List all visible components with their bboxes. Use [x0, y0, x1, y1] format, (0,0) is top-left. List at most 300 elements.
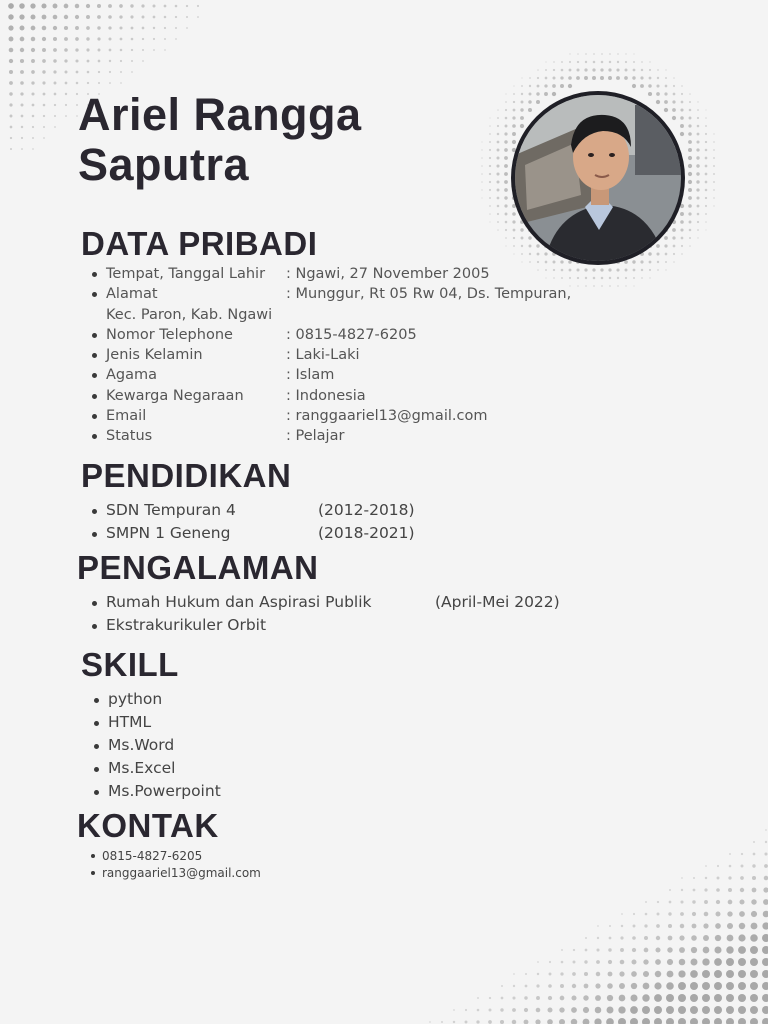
decorative-dot [19, 3, 25, 9]
decorative-dot [142, 27, 145, 30]
decorative-dot [666, 1006, 674, 1014]
decorative-dot [703, 935, 709, 941]
decorative-dot [750, 970, 758, 978]
decorative-dot [644, 948, 649, 953]
decorative-dot [164, 38, 166, 40]
decorative-dot [644, 936, 648, 940]
decorative-dot [86, 26, 90, 30]
decorative-dot [697, 213, 700, 216]
decorative-dot [119, 15, 122, 18]
decorative-dot [705, 165, 708, 168]
decorative-dot [697, 237, 698, 238]
decorative-dot [529, 253, 531, 255]
decorative-dot [42, 70, 45, 73]
decorative-dot [8, 3, 14, 9]
decorative-dot [727, 911, 732, 916]
decorative-dot [681, 85, 683, 87]
decorative-dot [642, 1018, 650, 1024]
decorative-dot [697, 221, 699, 223]
decorative-dot [20, 92, 23, 95]
decorative-dot [513, 101, 515, 103]
decorative-dot [727, 923, 733, 929]
decorative-dot [481, 189, 482, 190]
decorative-dot [32, 115, 35, 118]
decorative-dot [120, 71, 122, 73]
decorative-dot [681, 101, 684, 104]
decorative-dot [664, 92, 667, 95]
decorative-dot [97, 37, 100, 40]
field-value: : Islam [286, 367, 335, 384]
decorative-dot [616, 76, 620, 80]
decorative-dot [713, 189, 715, 191]
decorative-dot [108, 15, 112, 19]
decorative-dot [10, 148, 12, 150]
decorative-dot [520, 124, 524, 128]
decorative-dot [545, 261, 548, 264]
decorative-dot [559, 1007, 564, 1012]
decorative-dot [537, 69, 539, 71]
decorative-dot [738, 1006, 746, 1014]
decorative-dot [130, 4, 133, 7]
decorative-dot [584, 268, 587, 271]
decorative-dot [641, 69, 643, 71]
decorative-dot [42, 59, 46, 63]
decorative-dot [713, 149, 715, 151]
decorative-dot [87, 71, 90, 74]
experience-list [106, 591, 560, 637]
decorative-dot [164, 5, 167, 8]
school-name: SDN Tempuran 4 [106, 501, 236, 519]
decorative-dot [119, 26, 122, 29]
school-period: (2018-2021) [318, 524, 415, 542]
decorative-dot [54, 93, 57, 96]
decorative-dot [751, 911, 757, 917]
decorative-dot [512, 140, 516, 144]
decorative-dot [704, 912, 709, 917]
decorative-dot [716, 900, 720, 904]
decorative-dot [697, 109, 699, 111]
decorative-dot [496, 156, 499, 159]
decorative-dot [762, 1006, 768, 1014]
decorative-dot [98, 82, 100, 84]
experience-period: (April-Mei 2022) [435, 593, 560, 611]
decorative-dot [64, 15, 68, 19]
decorative-dot [441, 1021, 443, 1023]
decorative-dot [600, 268, 603, 271]
decorative-dot [544, 252, 547, 255]
decorative-dot [762, 946, 768, 954]
decorative-dot [696, 164, 699, 167]
decorative-dot [750, 982, 758, 990]
decorative-dot [585, 61, 587, 63]
decorative-dot [620, 936, 623, 939]
decorative-dot [762, 934, 768, 942]
decorative-dot [633, 913, 635, 915]
education-list [106, 499, 415, 545]
decorative-dot [497, 109, 499, 111]
decorative-dot [497, 229, 499, 231]
field-label: Status [106, 428, 153, 445]
decorative-dot [521, 101, 524, 104]
decorative-dot [689, 93, 691, 95]
decorative-dot [505, 237, 507, 239]
decorative-dot [97, 15, 101, 19]
decorative-dot [616, 268, 619, 271]
decorative-dot [119, 4, 123, 8]
decorative-dot [545, 69, 547, 71]
decorative-dot [680, 116, 684, 120]
decorative-dot [624, 76, 628, 80]
decorative-dot [41, 3, 46, 8]
decorative-dot [76, 71, 79, 74]
decorative-dot [751, 899, 756, 904]
decorative-dot [489, 197, 491, 199]
decorative-dot [713, 133, 714, 134]
decorative-dot [762, 922, 768, 929]
decorative-dot [765, 829, 767, 831]
decorative-dot [489, 141, 491, 143]
decorative-dot [512, 996, 515, 999]
decorative-dot [481, 173, 483, 175]
decorative-dot [668, 924, 672, 928]
decorative-dot [131, 60, 133, 62]
decorative-dot [552, 76, 555, 79]
decorative-dot [668, 936, 673, 941]
decorative-dot [489, 133, 491, 135]
decorative-dot [131, 49, 133, 51]
decorative-dot [741, 853, 743, 855]
decorative-dot [76, 82, 79, 85]
decorative-dot [97, 4, 101, 8]
decorative-dot [657, 901, 659, 903]
decorative-dot [678, 1006, 686, 1014]
decorative-dot [43, 104, 46, 107]
decorative-dot [505, 125, 508, 128]
decorative-dot [751, 923, 758, 930]
decorative-dot [641, 269, 643, 271]
decorative-dot [689, 109, 692, 112]
decorative-dot [9, 37, 14, 42]
decorative-dot [568, 76, 572, 80]
decorative-dot [713, 197, 715, 199]
decorative-dot [705, 205, 707, 207]
decorative-dot [476, 1020, 479, 1023]
decorative-dot [726, 970, 734, 978]
decorative-dot [655, 947, 660, 952]
decorative-dot [690, 1006, 698, 1014]
decorative-dot [504, 204, 507, 207]
decorative-dot [9, 92, 12, 95]
decorative-dot [630, 1018, 638, 1024]
decorative-dot [164, 49, 166, 51]
decorative-dot [500, 1008, 503, 1011]
decorative-dot [657, 261, 659, 263]
decorative-dot [696, 180, 699, 183]
decorative-dot [536, 1008, 541, 1013]
decorative-dot [705, 149, 708, 152]
decorative-dot [656, 924, 660, 928]
decorative-dot [86, 15, 90, 19]
decorative-dot [585, 937, 587, 939]
decorative-dot [617, 285, 619, 287]
list-item [106, 614, 372, 637]
decorative-dot [504, 196, 507, 199]
decorative-dot [561, 61, 563, 63]
decorative-dot [642, 994, 649, 1001]
decorative-dot [681, 877, 683, 879]
decorative-dot [705, 117, 707, 119]
decorative-dot [669, 901, 672, 904]
decorative-dot [595, 995, 601, 1001]
decorative-dot [696, 188, 699, 191]
decorative-dot [429, 1021, 431, 1023]
list-item: Ms.Excel [108, 757, 221, 780]
decorative-dot [667, 971, 674, 978]
decorative-dot [657, 69, 659, 71]
decorative-dot [21, 115, 24, 118]
decorative-dot [131, 27, 134, 30]
decorative-dot [621, 913, 623, 915]
name-line-1: Ariel Rangga [78, 89, 362, 140]
decorative-dot [625, 269, 628, 272]
decorative-dot [688, 196, 692, 200]
decorative-dot [142, 16, 145, 19]
decorative-dot [688, 172, 692, 176]
decorative-dot [679, 959, 686, 966]
decorative-dot [688, 180, 692, 184]
decorative-dot [763, 899, 768, 905]
decorative-dot [680, 212, 684, 216]
portrait-image [515, 95, 681, 261]
decorative-dot [680, 228, 683, 231]
decorative-dot [75, 37, 79, 41]
decorative-dot [512, 212, 516, 216]
decorative-dot [680, 108, 683, 111]
decorative-dot [54, 104, 56, 106]
decorative-dot [681, 889, 683, 891]
decorative-dot [738, 958, 746, 966]
decorative-dot [688, 188, 692, 192]
decorative-dot [693, 877, 695, 879]
decorative-dot [20, 81, 24, 85]
decorative-dot [630, 1006, 638, 1014]
decorative-dot [705, 197, 707, 199]
decorative-dot [497, 141, 500, 144]
decorative-dot [512, 1020, 516, 1024]
decorative-dot [529, 77, 531, 79]
decorative-dot [764, 852, 767, 855]
decorative-dot [75, 4, 79, 8]
decorative-dot [489, 149, 491, 151]
decorative-dot [666, 1018, 674, 1024]
decorative-dot [644, 924, 647, 927]
decorative-dot [693, 889, 696, 892]
decorative-dot [20, 26, 25, 31]
decorative-dot [595, 1007, 602, 1014]
section-heading-data-pribadi: DATA PRIBADI [81, 225, 318, 262]
decorative-dot [750, 934, 758, 942]
decorative-dot [513, 93, 515, 95]
decorative-dot [109, 38, 112, 41]
decorative-dot [497, 117, 499, 119]
decorative-dot [488, 1020, 492, 1024]
decorative-dot [716, 912, 721, 917]
decorative-dot [690, 994, 698, 1002]
decorative-dot [552, 260, 555, 263]
decorative-dot [620, 948, 624, 952]
decorative-dot [569, 69, 572, 72]
decorative-dot [528, 236, 531, 239]
decorative-dot [175, 27, 177, 29]
decorative-dot [654, 994, 662, 1002]
name-line-2: Saputra [78, 139, 250, 190]
decorative-dot [705, 229, 706, 230]
decorative-dot [513, 253, 514, 254]
decorative-dot [762, 1018, 768, 1024]
decorative-dot [497, 197, 500, 200]
decorative-dot [544, 92, 548, 96]
decorative-dot [142, 60, 144, 62]
decorative-dot [681, 253, 683, 255]
decorative-dot [672, 116, 676, 120]
decorative-dot [618, 1006, 625, 1013]
decorative-dot [164, 16, 167, 19]
field-label: Kewarga Negaraan [106, 387, 244, 404]
decorative-dot [632, 260, 635, 263]
decorative-dot [520, 116, 524, 120]
field-label: Agama [106, 367, 158, 384]
decorative-dot [690, 982, 698, 990]
decorative-dot [690, 970, 698, 978]
decorative-dot [726, 946, 733, 953]
decorative-dot [42, 37, 46, 41]
decorative-dot [536, 984, 539, 987]
decorative-dot [504, 148, 508, 152]
decorative-dot [688, 148, 692, 152]
decorative-dot [54, 126, 56, 128]
decorative-dot [607, 1007, 614, 1014]
contact-phone: 0815-4827-6205 [102, 848, 261, 865]
decorative-dot [672, 228, 676, 232]
decorative-dot [705, 141, 707, 143]
decorative-dot [512, 132, 516, 136]
decorative-dot [617, 53, 619, 55]
decorative-dot [504, 140, 507, 143]
decorative-dot [702, 982, 710, 990]
decorative-dot [569, 277, 571, 279]
decorative-dot [512, 124, 516, 128]
decorative-dot [505, 101, 507, 103]
decorative-dot [606, 1018, 614, 1024]
decorative-dot [31, 92, 34, 95]
decorative-dot [525, 973, 527, 975]
decorative-dot [75, 48, 78, 51]
decorative-dot [504, 156, 508, 160]
list-item [106, 591, 560, 614]
decorative-dot [705, 865, 707, 867]
section-heading-kontak: KONTAK [77, 807, 219, 844]
decorative-dot [54, 82, 57, 85]
decorative-dot [726, 1018, 734, 1024]
decorative-dot [9, 70, 13, 74]
decorative-dot [665, 69, 666, 70]
decorative-dot [53, 70, 56, 73]
decorative-dot [32, 137, 34, 139]
decorative-dot [593, 53, 595, 55]
decorative-dot [702, 1006, 710, 1014]
decorative-dot [186, 16, 188, 18]
decorative-dot [762, 958, 768, 966]
decorative-dot [108, 26, 111, 29]
decorative-dot [601, 277, 604, 280]
list-item [106, 499, 415, 522]
decorative-dot [713, 181, 715, 183]
field-value: : Laki-Laki [286, 347, 360, 364]
decorative-dot [577, 53, 579, 55]
decorative-dot [481, 141, 482, 142]
decorative-dot [553, 277, 555, 279]
decorative-dot [10, 137, 12, 139]
decorative-dot [705, 181, 708, 184]
decorative-dot [489, 173, 491, 175]
decorative-dot [186, 27, 188, 29]
decorative-dot [679, 935, 684, 940]
decorative-dot [65, 93, 67, 95]
decorative-dot [705, 221, 707, 223]
field-label: Alamat [106, 286, 158, 303]
decorative-dot [186, 5, 188, 7]
decorative-dot [513, 229, 516, 232]
decorative-dot [617, 277, 619, 279]
decorative-dot [513, 85, 514, 86]
field-label: Jenis Kelamin [106, 347, 203, 364]
decorative-dot [673, 85, 675, 87]
decorative-dot [501, 985, 503, 987]
decorative-dot [477, 997, 479, 999]
decorative-dot [649, 61, 650, 62]
decorative-dot [572, 972, 576, 976]
decorative-dot [576, 268, 579, 271]
decorative-dot [632, 948, 636, 952]
decorative-dot [109, 71, 111, 73]
contact-list [102, 848, 261, 882]
decorative-dot [537, 253, 540, 256]
decorative-dot [764, 876, 768, 880]
decorative-dot [705, 173, 708, 176]
decorative-dot [665, 85, 668, 88]
decorative-dot [536, 92, 539, 95]
decorative-dot [750, 994, 758, 1002]
decorative-dot [608, 948, 611, 951]
decorative-dot [477, 1009, 480, 1012]
decorative-dot [666, 982, 674, 990]
decorative-dot [109, 60, 111, 62]
decorative-dot [584, 68, 587, 71]
decorative-dot [664, 100, 668, 104]
field-value: : Indonesia [286, 387, 366, 404]
decorative-dot [713, 165, 715, 167]
decorative-dot [489, 1009, 492, 1012]
decorative-dot [607, 995, 613, 1001]
decorative-dot [43, 126, 45, 128]
decorative-dot [740, 876, 744, 880]
decorative-dot [20, 48, 24, 52]
decorative-dot [665, 77, 667, 79]
decorative-dot [727, 935, 734, 942]
decorative-dot [31, 70, 35, 74]
decorative-dot [673, 245, 676, 248]
decorative-dot [65, 71, 68, 74]
